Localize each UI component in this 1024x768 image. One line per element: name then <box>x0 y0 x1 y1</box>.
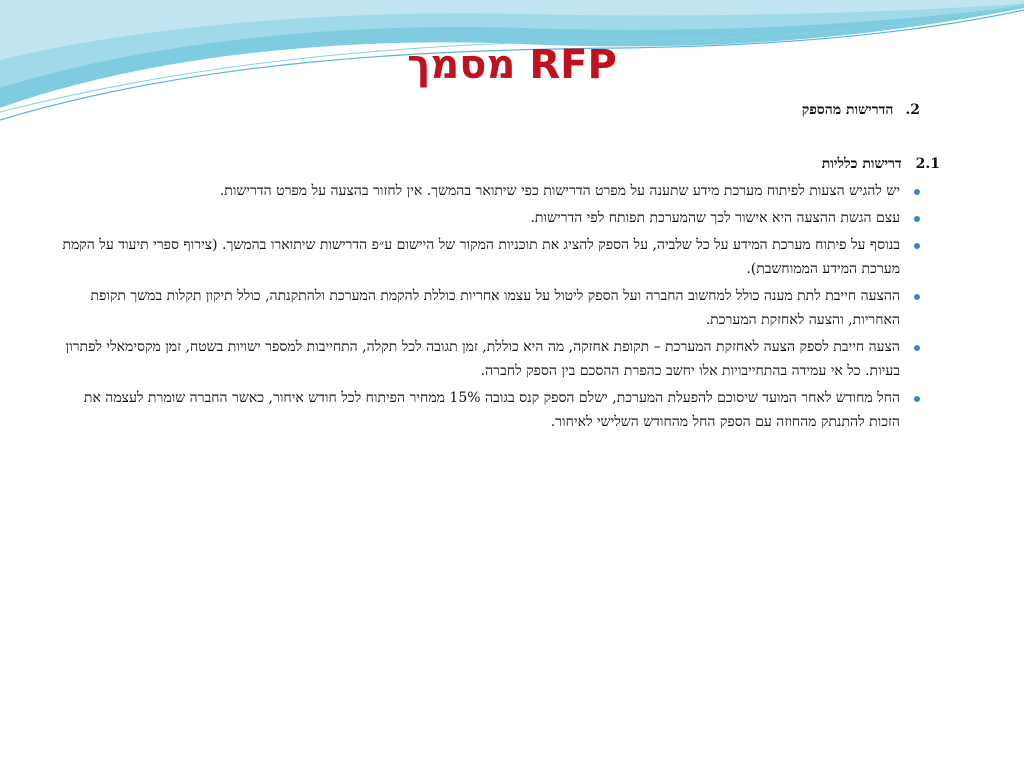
bullet-icon <box>914 189 920 195</box>
bullet-icon <box>914 396 920 402</box>
section-number: 2. <box>905 102 920 118</box>
requirement-text: ההצעה חייבת לתת מענה כולל למחשוב החברה ועל הספק ליטול על עצמו אחריות כוללת להקמת המערכת ולהתקנתה, כולל תיקון תקלות במשך תקופת האחריות, והצעה לאחזקת המערכת. <box>90 288 900 328</box>
section-heading <box>60 99 940 121</box>
slide-title: מסמך RFP <box>407 42 617 88</box>
bullet-icon <box>914 294 920 300</box>
bullet-icon <box>914 345 920 351</box>
section-title: הדרישות מהספק <box>801 102 894 118</box>
requirement-text: הצעה חייבת לספק הצעה לאחזקת המערכת – תקופת אחזקה, מה היא כוללת, זמן תגובה לכל תקלה, התחייבות למספר ישויות בשטח, זמן מקסימאלי לפתרון בעיות. כל אי עמידה בהתחייבויות אלו יחשב כהפרת ההסכם בין הספק לחברה. <box>65 339 900 379</box>
requirement-text: בנוסף על פיתוח מערכת המידע על כל שלביה, על הספק להציג את תוכניות המקור של היישום ע״פ הדרישות שיתוארו בהמשך. (צירוף ספרי תיעוד על הקמת מערכת המידע הממוחשבת). <box>62 237 900 277</box>
requirement-text: עצם הגשת ההצעה היא אישור לכך שהמערכת תפותח לפי הדרישות. <box>530 210 900 226</box>
list-item <box>60 284 940 332</box>
subsection-heading <box>60 153 940 175</box>
bullet-icon <box>914 216 920 222</box>
subsection-number: 2.1 <box>915 156 940 172</box>
content-area <box>60 99 940 437</box>
list-item <box>60 335 940 383</box>
requirements-list <box>60 179 940 434</box>
list-item <box>60 233 940 281</box>
bullet-icon <box>914 243 920 249</box>
subsection-title: דרישות כלליות <box>821 156 902 172</box>
requirement-text: החל מחודש לאחר המועד שיסוכם להפעלת המערכת, ישלם הספק קנס בגובה 15% ממחיר הפיתוח לכל חודש איחור, כאשר החברה שומרת לעצמה את הזכות להתנתק מהחוזה עם הספק החל מהחודש השלישי לאיחור. <box>83 390 900 430</box>
list-item <box>60 206 940 230</box>
list-item <box>60 386 940 434</box>
requirement-text: יש להגיש הצעות לפיתוח מערכת מידע שתענה על מפרט הדרישות כפי שיתואר בהמשך. אין לחזור בהצעה על מפרט הדרישות. <box>219 183 900 199</box>
list-item <box>60 179 940 203</box>
